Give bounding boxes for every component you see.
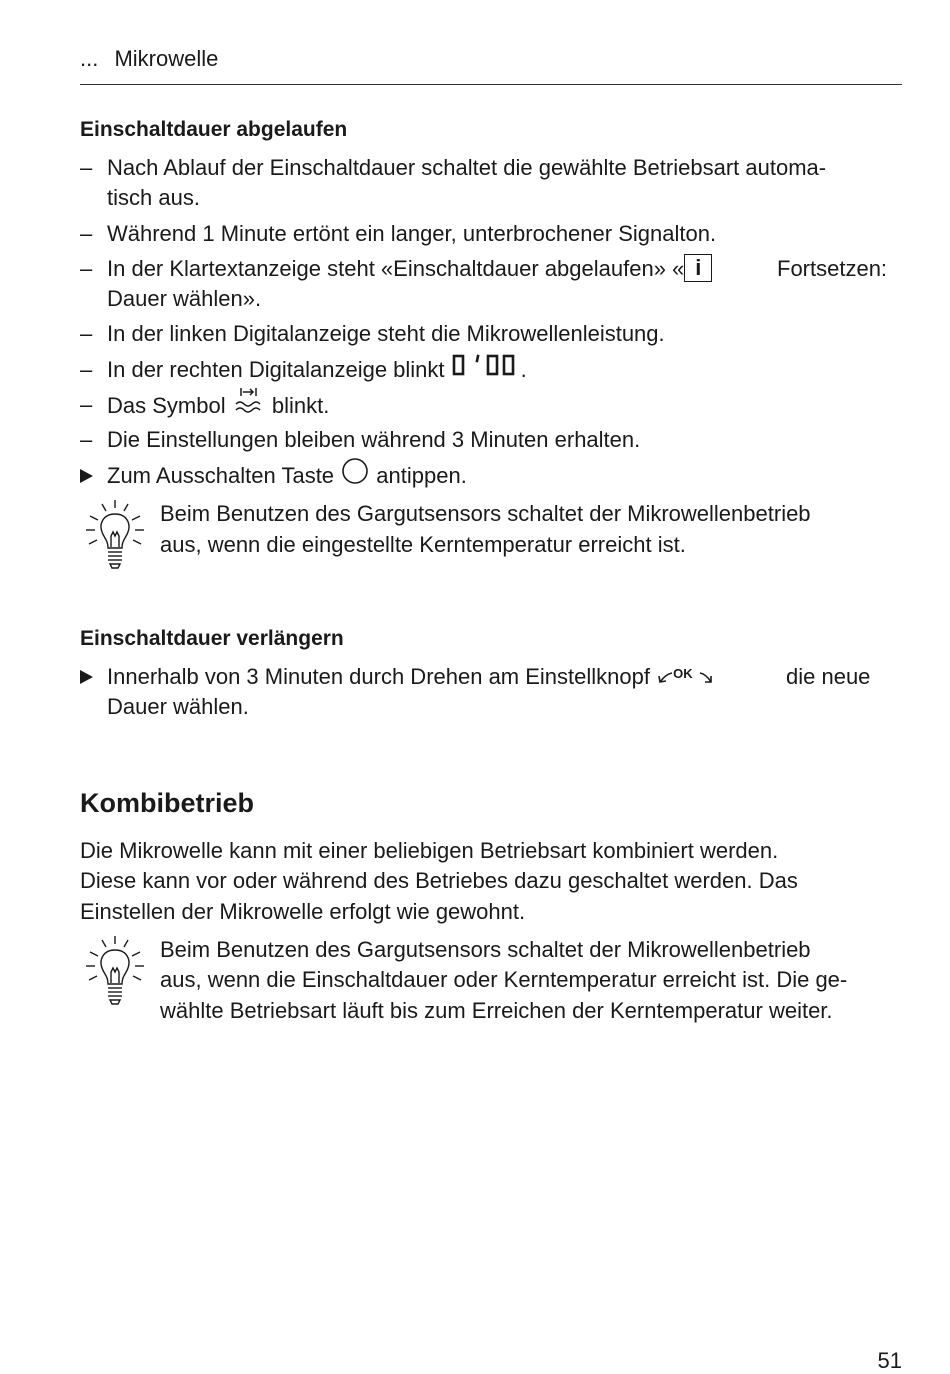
section-heading-verlaengern: Einschaltdauer verlängern xyxy=(80,627,344,650)
action-arrow-icon xyxy=(80,670,93,684)
list-item xyxy=(107,254,712,284)
timer-end-symbol-icon xyxy=(232,386,266,424)
list-item-text: In der Klartextanzeige steht «Einschaltdauer abgelaufen» « xyxy=(107,256,685,281)
running-header xyxy=(80,46,218,72)
section-heading-abgelaufen: Einschaltdauer abgelaufen xyxy=(80,118,348,141)
action-step xyxy=(107,461,467,493)
action-text: antippen. xyxy=(376,463,467,488)
action-text-continued: Dauer wählen. xyxy=(107,694,249,719)
action-text: Innerhalb von 3 Minuten durch Drehen am Einstellknopf xyxy=(107,664,650,689)
paragraph-line: Diese kann vor oder während des Betriebes dazu geschaltet werden. Das xyxy=(80,868,798,893)
list-item-text: In der rechten Digitalanzeige blinkt xyxy=(107,357,445,382)
action-arrow-icon xyxy=(80,469,93,483)
dash-marker: – xyxy=(80,221,93,246)
list-item xyxy=(107,390,329,424)
dash-marker: – xyxy=(80,357,93,382)
header-rule xyxy=(80,84,902,85)
action-step xyxy=(107,662,716,692)
dash-marker: – xyxy=(80,392,93,417)
info-key-icon: i xyxy=(684,254,712,282)
paragraph-line: Die Mikrowelle kann mit einer beliebigen Betriebsart kombiniert werden. xyxy=(80,838,779,863)
list-item: In der linken Digitalanzeige steht die Mikrowellenleistung. xyxy=(107,321,665,346)
list-item: Nach Ablauf der Einschaltdauer schaltet die gewählte Betriebsart automa- xyxy=(107,155,827,180)
dash-marker: – xyxy=(80,321,93,346)
list-item-continued: Dauer wählen». xyxy=(107,286,262,311)
tip-text: aus, wenn die Einschaltdauer oder Kerntemperatur erreicht ist. Die ge- xyxy=(160,967,848,992)
action-text: Zum Ausschalten Taste xyxy=(107,463,335,488)
list-item-period: . xyxy=(520,357,527,382)
tip-text: Beim Benutzen des Gargutsensors schaltet der Mikrowellenbetrieb xyxy=(160,937,811,962)
dash-marker: – xyxy=(80,256,93,281)
tip-text: Beim Benutzen des Gargutsensors schaltet der Mikrowellenbetrieb xyxy=(160,501,811,526)
tip-text: wählte Betriebsart läuft bis zum Erreichen der Kerntemperatur weiter. xyxy=(160,998,833,1023)
digital-display-0-00-icon xyxy=(451,353,521,385)
list-item-text: blinkt. xyxy=(271,392,330,418)
list-item: Während 1 Minute ertönt ein langer, unterbrochener Signalton. xyxy=(107,221,717,246)
header-title: Mikrowelle xyxy=(114,46,219,71)
action-text: die neue xyxy=(786,664,871,689)
list-item xyxy=(107,355,527,385)
page-number: 51 xyxy=(877,1348,902,1373)
tip-text: aus, wenn die eingestellte Kerntemperatur erreicht ist. xyxy=(160,532,686,557)
list-item-text: Das Symbol xyxy=(107,392,226,418)
header-ellipsis: ... xyxy=(80,46,99,71)
dash-marker: – xyxy=(80,427,93,452)
section-heading-kombibetrieb: Kombibetrieb xyxy=(80,788,255,818)
lightbulb-tip-icon xyxy=(80,498,150,577)
off-button-circle-icon xyxy=(340,457,370,493)
list-item: Die Einstellungen bleiben während 3 Minuten erhalten. xyxy=(107,427,641,452)
rotary-knob-ok-icon xyxy=(656,662,716,690)
dash-marker: – xyxy=(80,155,93,180)
list-item-text: Fortsetzen: xyxy=(777,256,888,281)
list-item-continued: tisch aus. xyxy=(107,185,200,210)
paragraph-line: Einstellen der Mikrowelle erfolgt wie gewohnt. xyxy=(80,899,526,924)
rotary-knob-label: OK xyxy=(673,666,693,682)
lightbulb-tip-icon xyxy=(80,934,150,1013)
